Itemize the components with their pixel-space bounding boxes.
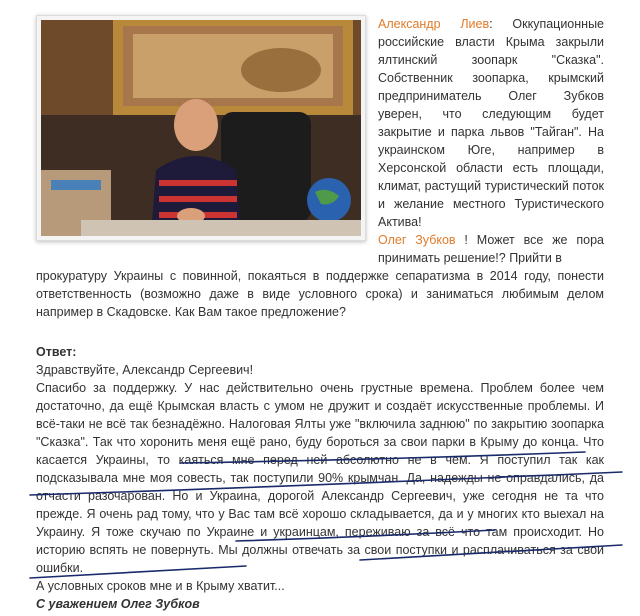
answer-heading: Ответ: (36, 345, 77, 359)
question-text-part2: ! Может все же пора принимать решение!? Прийти в (378, 233, 604, 265)
article-photo (36, 15, 366, 241)
question-text-part3: прокуратуру Украины с повинной, покаяться в поддержке сепаратизма в 2014 году, понести ответственность (возможно даже в виде условного срока) и заниматься любимым делом например в Скадовске. Как Вам такое предложение? (36, 269, 604, 319)
answer-block (36, 343, 604, 613)
question-text (378, 15, 604, 267)
answer-body: Спасибо за поддержку. У нас действительно очень грустные времена. Проблем более чем достаточно, да ещё Крымская власть с умом не дружит и создаёт искусственные проблемы. И всё-таки не всё так безнадёжно. Налоговая Ялты уже "включила заднюю" по закрытию зоопарка "Сказка". Так что хоронить меня ещё рано, буду бороться за свои парки в Крыму до конца. Что касается Украины, то каяться мне перед ней абсолютно не в чем. Я поступил так как подсказывала мне моя совесть, так поступили 90% крымчан. Да, надежды не оправдались, да отчасти разочарован. Но и Украина, дорогой Александр Сергеевич, уже сегодня не та что прежде. Я очень рад тому, что у Вас там всё хорошо складывается, да и у многих кто выехал на Украину. Я тоже скучаю по Украине и украинцам, переживаю за всё что там происходит. Но историю вспять не повернуть. Мы должны отвечать за свои поступки и расплачиваться за свои ошибки. (36, 381, 604, 575)
question-author: Александр Лиев (378, 17, 490, 31)
question-text-part1: : Оккупационные российские власти Крыма закрыли ялтинский зоопарк "Сказка". Собственник зоопарка, крымский предприниматель Олег Зубков уверен, что следующим будет закрытие и парка львов "Тайган". На украинском Юге, например в Херсонской области есть площади, климат, растущий туристический поток и желание местного Туристического Актива! (378, 17, 604, 229)
answer-closing: А условных сроков мне и в Крыму хватит... (36, 579, 285, 593)
photo-man-at-desk (41, 20, 361, 236)
question-text-continued (36, 267, 604, 321)
answer-greeting: Здравствуйте, Александр Сергеевич! (36, 363, 254, 377)
answer-signature: С уважением Олег Зубков (36, 597, 200, 611)
question-addressee: Олег Зубков (378, 233, 456, 247)
